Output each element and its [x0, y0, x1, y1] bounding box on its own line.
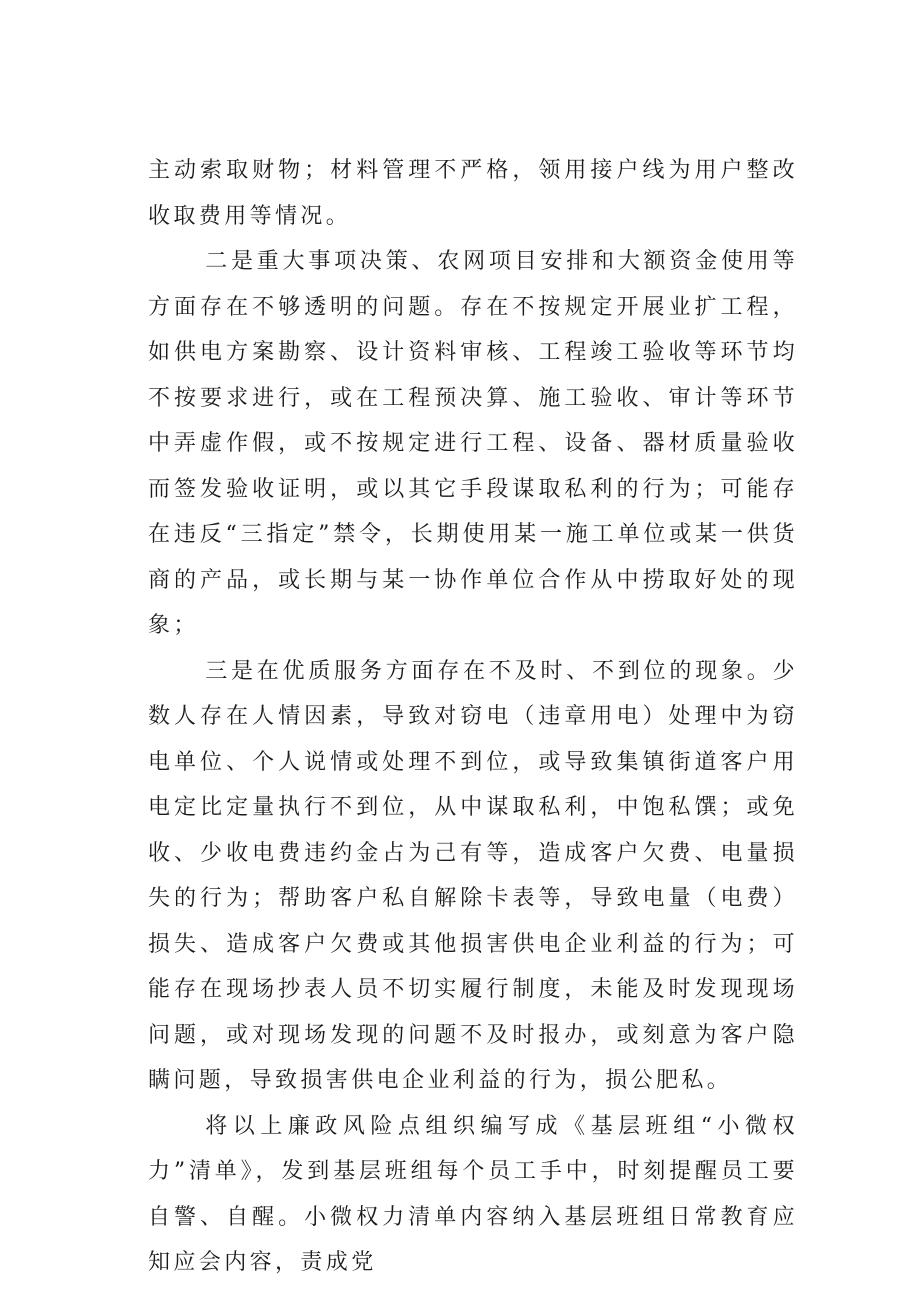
paragraph-continuation: 主动索取财物；材料管理不严格，领用接户线为用户整改收取费用等情况。: [148, 158, 798, 229]
paragraph-point-three: 三是在优质服务方面存在不及时、不到位的现象。少数人存在人情因素，导致对窃电（违章用电）处理中为窃电单位、个人说情或处理不到位，或导致集镇街道客户用电定比定量执行不到位，从中谋取私利，中饱私馔；或免收、少收电费违约金占为己有等，造成客户欠费、电量损失的行为；帮助客户私自解除卡表等，导致电量（电费）损失、造成客户欠费或其他损害供电企业利益的行为；可能存在现场抄表人员不切实履行制度，未能及时发现现场问题，或对现场发现的问题不及时报办，或刻意为客户隐瞒问题，导致损害供电企业利益的行为，损公肥私。: [148, 658, 798, 1093]
paragraph-point-two: 二是重大事项决策、农网项目安排和大额资金使用等方面存在不够透明的问题。存在不按规定开展业扩工程，如供电方案勘察、设计资料审核、工程竣工验收等环节均不按要求进行，或在工程预决算、施工验收、审计等环节中弄虚作假，或不按规定进行工程、设备、器材质量验收而签发验收证明，或以其它手段谋取私利的行为；可能存在违反“三指定”禁令，长期使用某一施工单位或某一供货商的产品，或长期与某一协作单位合作从中捞取好处的现象；: [148, 249, 798, 638]
paragraph-power-list: 将以上廉政风险点组织编写成《基层班组“小微权力”清单》，发到基层班组每个员工手中，时刻提醒员工要自警、自醒。小微权力清单内容纳入基层班组日常教育应知应会内容，责成党: [148, 1113, 798, 1275]
document-body: [148, 148, 798, 1286]
